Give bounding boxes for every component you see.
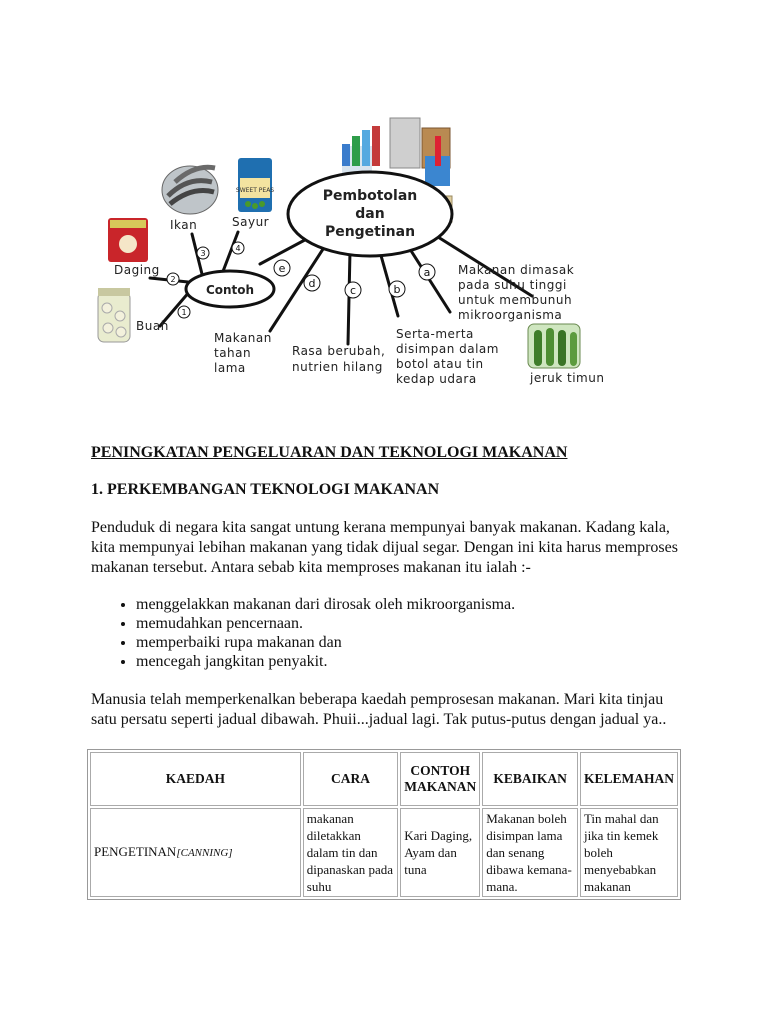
example-label-ikan: Ikan bbox=[170, 218, 198, 232]
example-num-1: 1 bbox=[181, 308, 187, 317]
header-kelemahan: KELEMAHAN bbox=[580, 752, 678, 806]
intro-paragraph: Penduduk di negara kita sangat untung kerana mempunyai banyak makanan. Kadang kala, kita mempunyai lebihan makanan yang tidak dijual segar. Dengan ini kita harus memproses makanan tersebut. Antara sebab kita memproses makanan itu ialah :- bbox=[91, 519, 678, 576]
header-cara: CARA bbox=[303, 752, 398, 806]
header-kaedah: KAEDAH bbox=[90, 752, 301, 806]
branch-d-line-2: tahan bbox=[214, 346, 252, 360]
cell-cara: makanan diletakkan dalam tin dan dipanaskan pada suhu bbox=[303, 808, 398, 897]
list-item: • mencegah jangkitan penyakit. bbox=[136, 652, 515, 671]
branch-a-line-2: pada suhu tinggi bbox=[458, 278, 567, 292]
cell-contoh: Kari Daging, Ayam dan tuna bbox=[400, 808, 480, 897]
branch-a-line-3: untuk membunuh bbox=[458, 293, 573, 307]
branch-letter-e: e bbox=[278, 262, 286, 275]
cell-kaedah bbox=[90, 808, 301, 897]
branch-letter-c: c bbox=[349, 284, 357, 297]
pickle-jar-image bbox=[528, 324, 580, 368]
header-kebaikan: KEBAIKAN bbox=[482, 752, 578, 806]
branch-b-line-1: Serta-merta bbox=[396, 327, 474, 341]
center-title-line-3: Pengetinan bbox=[324, 224, 416, 240]
list-item: • memudahkan pencernaan. bbox=[136, 614, 515, 633]
methods-table bbox=[87, 749, 681, 900]
center-title-line-2: dan bbox=[355, 206, 385, 222]
peas-can-image bbox=[236, 158, 274, 212]
header-contoh: CONTOH MAKANAN bbox=[400, 752, 480, 806]
branch-b-line-4: kedap udara bbox=[396, 372, 477, 386]
branch-letter-b: b bbox=[393, 283, 401, 296]
branch-letter-d: d bbox=[308, 277, 316, 290]
branch-c-line-1: Rasa berubah, bbox=[292, 344, 386, 358]
page-heading: PENINGKATAN PENGELUARAN DAN TEKNOLOGI MAKANAN bbox=[91, 444, 568, 461]
branch-b-line-2: disimpan dalam bbox=[396, 342, 499, 356]
methods-paragraph: Manusia telah memperkenalkan beberapa kaedah pemprosesan makanan. Mari kita tinjau satu persatu seperti jadual dibawah. Phuii...jadual lagi. Tak putus-putus dengan jadual ya.. bbox=[91, 691, 667, 728]
sardine-can-image bbox=[162, 166, 218, 214]
reasons-list bbox=[91, 595, 515, 671]
meat-can-image bbox=[108, 218, 148, 262]
example-num-2: 2 bbox=[170, 275, 176, 284]
branch-letter-a: a bbox=[423, 266, 431, 279]
branch-a-line-1: Makanan dimasak bbox=[458, 263, 575, 277]
table-row bbox=[90, 808, 678, 897]
example-label-sayur: Sayur bbox=[232, 215, 270, 229]
kaedah-name: PENGETINAN bbox=[94, 844, 177, 859]
mind-map-diagram bbox=[80, 86, 620, 406]
table-header-row bbox=[90, 752, 678, 806]
branch-d-line-1: Makanan bbox=[214, 331, 272, 345]
example-num-4: 4 bbox=[235, 244, 241, 253]
jar-caption: jeruk timun bbox=[530, 371, 605, 385]
branch-a-line-4: mikroorganisma bbox=[458, 308, 563, 322]
branch-d-line-3: lama bbox=[214, 361, 246, 375]
example-num-3: 3 bbox=[200, 249, 206, 258]
fruit-jar-image bbox=[98, 288, 130, 342]
branch-b-line-3: botol atau tin bbox=[396, 357, 484, 371]
list-item: • menggelakkan makanan dari dirosak oleh mikroorganisma. bbox=[136, 595, 515, 614]
example-label-daging: Daging bbox=[114, 263, 160, 277]
kaedah-note: [CANNING] bbox=[176, 847, 233, 859]
list-item: • memperbaiki rupa makanan dan bbox=[136, 633, 515, 652]
can-label-text: SWEET PEAS bbox=[235, 187, 275, 194]
cell-kebaikan: Makanan boleh disimpan lama dan senang dibawa kemana-mana. bbox=[482, 808, 578, 897]
branch-c-line-2: nutrien hilang bbox=[292, 360, 383, 374]
hub-label: Contoh bbox=[205, 283, 255, 297]
section-heading: 1. PERKEMBANGAN TEKNOLOGI MAKANAN bbox=[91, 481, 440, 498]
cell-kelemahan: Tin mahal dan jika tin kemek boleh menyebabkan makanan bbox=[580, 808, 678, 897]
example-label-buah: Buah bbox=[136, 319, 169, 333]
center-title-line-1: Pembotolan bbox=[322, 188, 418, 204]
